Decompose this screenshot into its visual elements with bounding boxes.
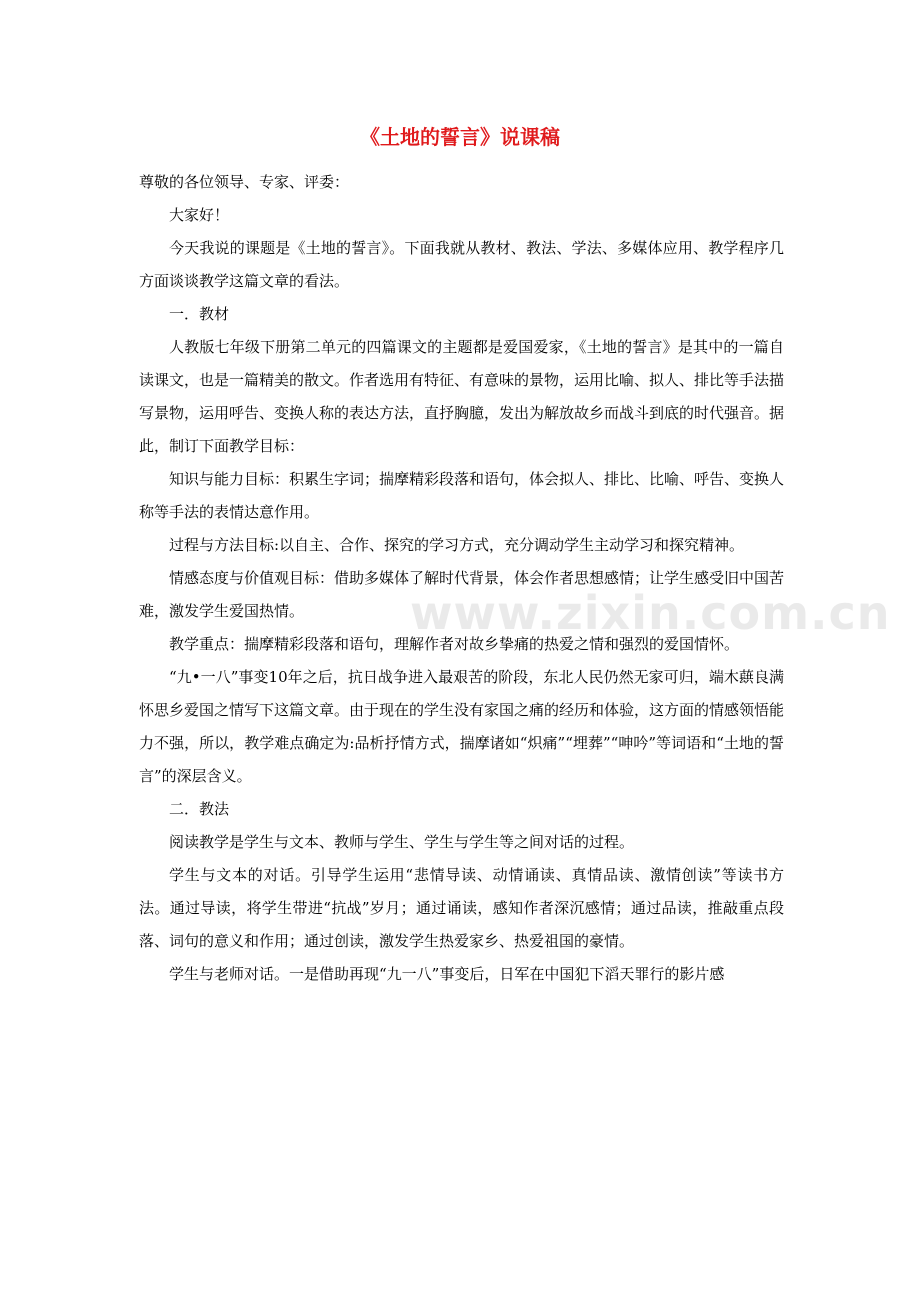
paragraph-process-goal: 过程与方法目标:以自主、合作、探究的学习方式，充分调动学生主动学习和探究精神。	[169, 536, 745, 554]
document-body	[139, 166, 784, 991]
watermark: www.zixin.com.cn	[410, 586, 891, 640]
section-heading-textbook: 一．教材	[169, 305, 230, 323]
paragraph-student-teacher: 学生与老师对话。一是借助再现“九一八”事变后，日军在中国犯下滔天罪行的影片感	[169, 965, 725, 983]
section-heading-method: 二．教法	[169, 800, 230, 818]
paragraph-dialogue: 阅读教学是学生与文本、教师与学生、学生与学生等之间对话的过程。	[169, 833, 635, 851]
paragraph-key-point: 教学重点：揣摩精彩段落和语句，理解作者对故乡挚痛的热爱之情和强烈的爱国情怀。	[169, 635, 740, 653]
paragraph-knowledge-goal: 知识与能力目标：积累生字词；揣摩精彩段落和语句，体会拟人、排比、比喻、呼告、变换人称等手法的表情达意作用。	[139, 470, 785, 521]
paragraph-salutation: 尊敬的各位领导、专家、评委：	[139, 173, 350, 191]
document-title: 《土地的誓言》说课稿	[360, 125, 560, 149]
paragraph-difficulty: “九•一八”事变10年之后，抗日战争进入最艰苦的阶段，东北人民仍然无家可归，端木蕻良满怀思乡爱国之情写下这篇文章。由于现在的学生没有家国之痛的经历和体验，这方面的情感领悟能力不强，所以，教学难点确定为:品析抒情方式，揣摩诸如“炽痛”“埋葬”“呻吟”等词语和“土地的誓言”的深层含义。	[139, 668, 785, 785]
paragraph-student-text: 学生与文本的对话。引导学生运用“悲情导读、动情诵读、真情品读、激情创读”等读书方法。通过导读，将学生带进“抗战”岁月；通过诵读，感知作者深沉感情；通过品读，推敲重点段落、词句的意义和作用；通过创读，激发学生热爱家乡、热爱祖国的豪情。	[139, 866, 784, 950]
paragraph-intro: 今天我说的课题是《土地的誓言》。下面我就从教材、教法、学法、多媒体应用、教学程序几方面谈谈教学这篇文章的看法。	[139, 239, 784, 290]
paragraph-textbook: 人教版七年级下册第二单元的四篇课文的主题都是爱国爱家，《土地的誓言》是其中的一篇自读课文，也是一篇精美的散文。作者选用有特征、有意味的景物，运用比喻、拟人、排比等手法描写景物，运用呼告、变换人称的表达方法，直抒胸臆，发出为解放故乡而战斗到底的时代强音。据此，制订下面教学目标：	[139, 338, 785, 455]
paragraph-emotion-goal: 情感态度与价值观目标：借助多媒体了解时代背景，体会作者思想感情；让学生感受旧中国苦难，激发学生爱国热情。	[139, 569, 785, 620]
paragraph-greeting: 大家好！	[169, 206, 230, 224]
